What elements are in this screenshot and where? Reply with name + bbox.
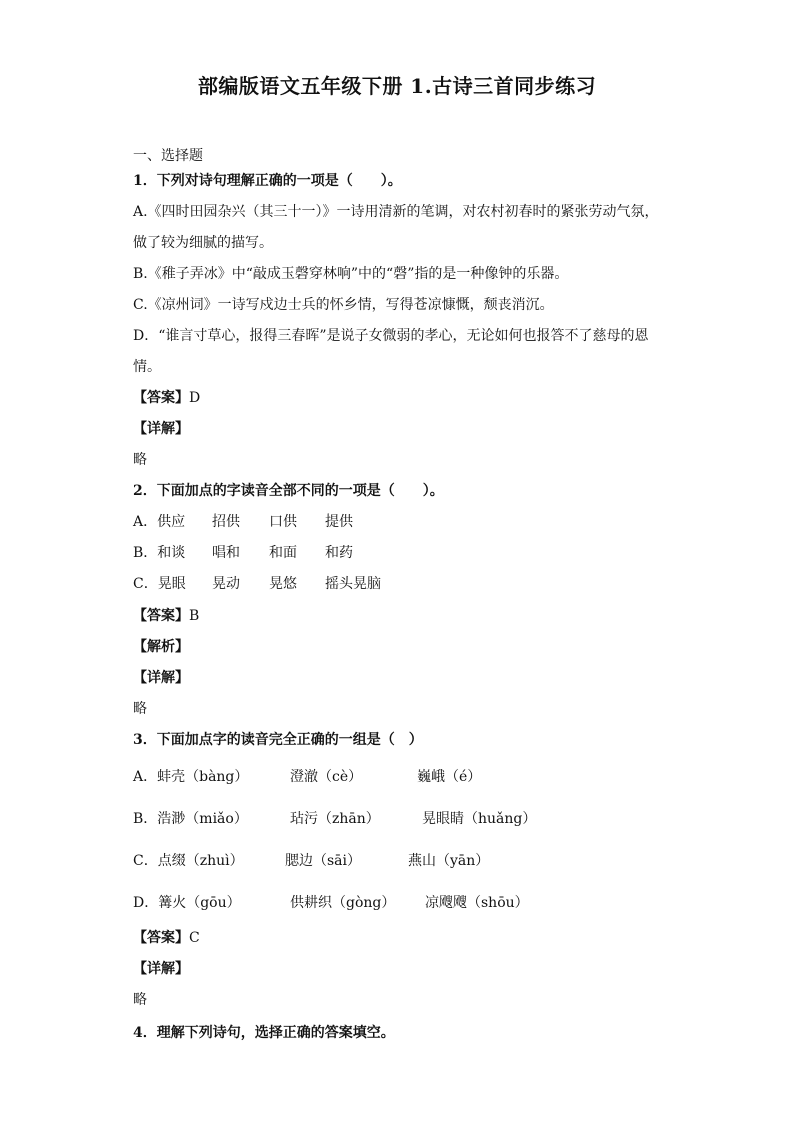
page-title: 部编版语文五年级下册 1.古诗三首同步练习	[197, 74, 597, 98]
question-2-detail: 略	[133, 701, 147, 717]
question-3-option-c-item-1: C．点缀（zhuì）	[133, 853, 244, 869]
answer-label: 【答案】	[133, 930, 189, 946]
question-3-option-c-item-2: 腮边（sāi）	[285, 853, 362, 869]
question-2-option-b-word-3: 和面	[269, 545, 297, 561]
question-1-answer	[133, 389, 200, 407]
question-4-stem: 4．理解下列诗句，选择正确的答案填空。	[133, 1025, 395, 1041]
question-3-detail-label: 【详解】	[133, 961, 189, 977]
question-1-option-b: B.《稚子弄冰》中“敲成玉磬穿林响”中的“磬”指的是一种像钟的乐器。	[133, 266, 569, 282]
answer-label: 【答案】	[133, 390, 189, 406]
question-2-option-b-word-2: 唱和	[212, 545, 240, 561]
question-3-option-c-item-3: 燕山（yān）	[408, 853, 490, 869]
question-1-option-d: D．“谁言寸草心，报得三春晖”是说子女微弱的孝心，无论如何也报答不了慈母的恩	[133, 328, 649, 344]
question-3-answer	[133, 929, 200, 947]
question-1-option-c: C.《凉州词》一诗写戍边士兵的怀乡情，写得苍凉慷慨，颓丧消沉。	[133, 297, 554, 313]
question-3-option-b-item-3: 晃眼睛（huǎng）	[422, 811, 537, 827]
question-2-option-c-word-4: 摇头晃脑	[325, 576, 381, 592]
answer-label: 【答案】	[133, 608, 189, 624]
question-3-option-a-item-3: 巍峨（é）	[417, 769, 482, 785]
question-2-option-b-word-1: B．和谈	[133, 545, 186, 561]
question-3-option-b-item-2: 玷污（zhān）	[290, 811, 380, 827]
question-2-option-a-word-4: 提供	[325, 514, 353, 530]
question-2-answer	[133, 607, 199, 625]
question-1-stem: 1．下列对诗句理解正确的一项是（ ）。	[133, 173, 402, 189]
question-2-analysis-label: 【解析】	[133, 639, 189, 655]
question-2-option-a-word-2: 招供	[212, 514, 240, 530]
question-2-detail-label: 【详解】	[133, 670, 189, 686]
question-3-option-a-item-1: A．蚌壳（bàng）	[133, 769, 249, 785]
question-2-option-a-word-1: A．供应	[133, 514, 186, 530]
question-3-stem: 3．下面加点字的读音完全正确的一组是（ ）	[133, 732, 423, 748]
question-2-option-b-word-4: 和药	[325, 545, 353, 561]
question-1-option-d-cont: 情。	[133, 359, 161, 375]
question-1-detail: 略	[133, 452, 147, 468]
question-1-option-a-cont: 做了较为细腻的描写。	[133, 235, 273, 251]
answer-value: B	[189, 608, 200, 624]
question-2-option-c-word-3: 晃悠	[269, 576, 297, 592]
question-1-option-a: A.《四时田园杂兴（其三十一）》一诗用清新的笔调，对农村初春时的紧张劳动气氛，	[133, 204, 659, 220]
question-3-option-b-item-1: B．浩渺（miǎo）	[133, 811, 248, 827]
question-2-option-c-word-1: C．晃眼	[133, 576, 186, 592]
question-3-option-d-item-1: D．篝火（gōu）	[133, 895, 241, 911]
answer-value: C	[189, 930, 200, 946]
question-3-option-d-item-3: 凉飕飕（shōu）	[425, 895, 529, 911]
section-heading: 一、选择题	[133, 148, 203, 164]
question-3-option-a-item-2: 澄澈（cè）	[290, 769, 363, 785]
question-2-option-c-word-2: 晃动	[212, 576, 240, 592]
question-1-detail-label: 【详解】	[133, 421, 189, 437]
question-3-detail: 略	[133, 992, 147, 1008]
answer-value: D	[189, 390, 201, 406]
question-3-option-d-item-2: 供耕织（gòng）	[290, 895, 396, 911]
question-2-stem: 2．下面加点的字读音全部不同的一项是（ ）。	[133, 483, 444, 499]
question-2-option-a-word-3: 口供	[269, 514, 297, 530]
